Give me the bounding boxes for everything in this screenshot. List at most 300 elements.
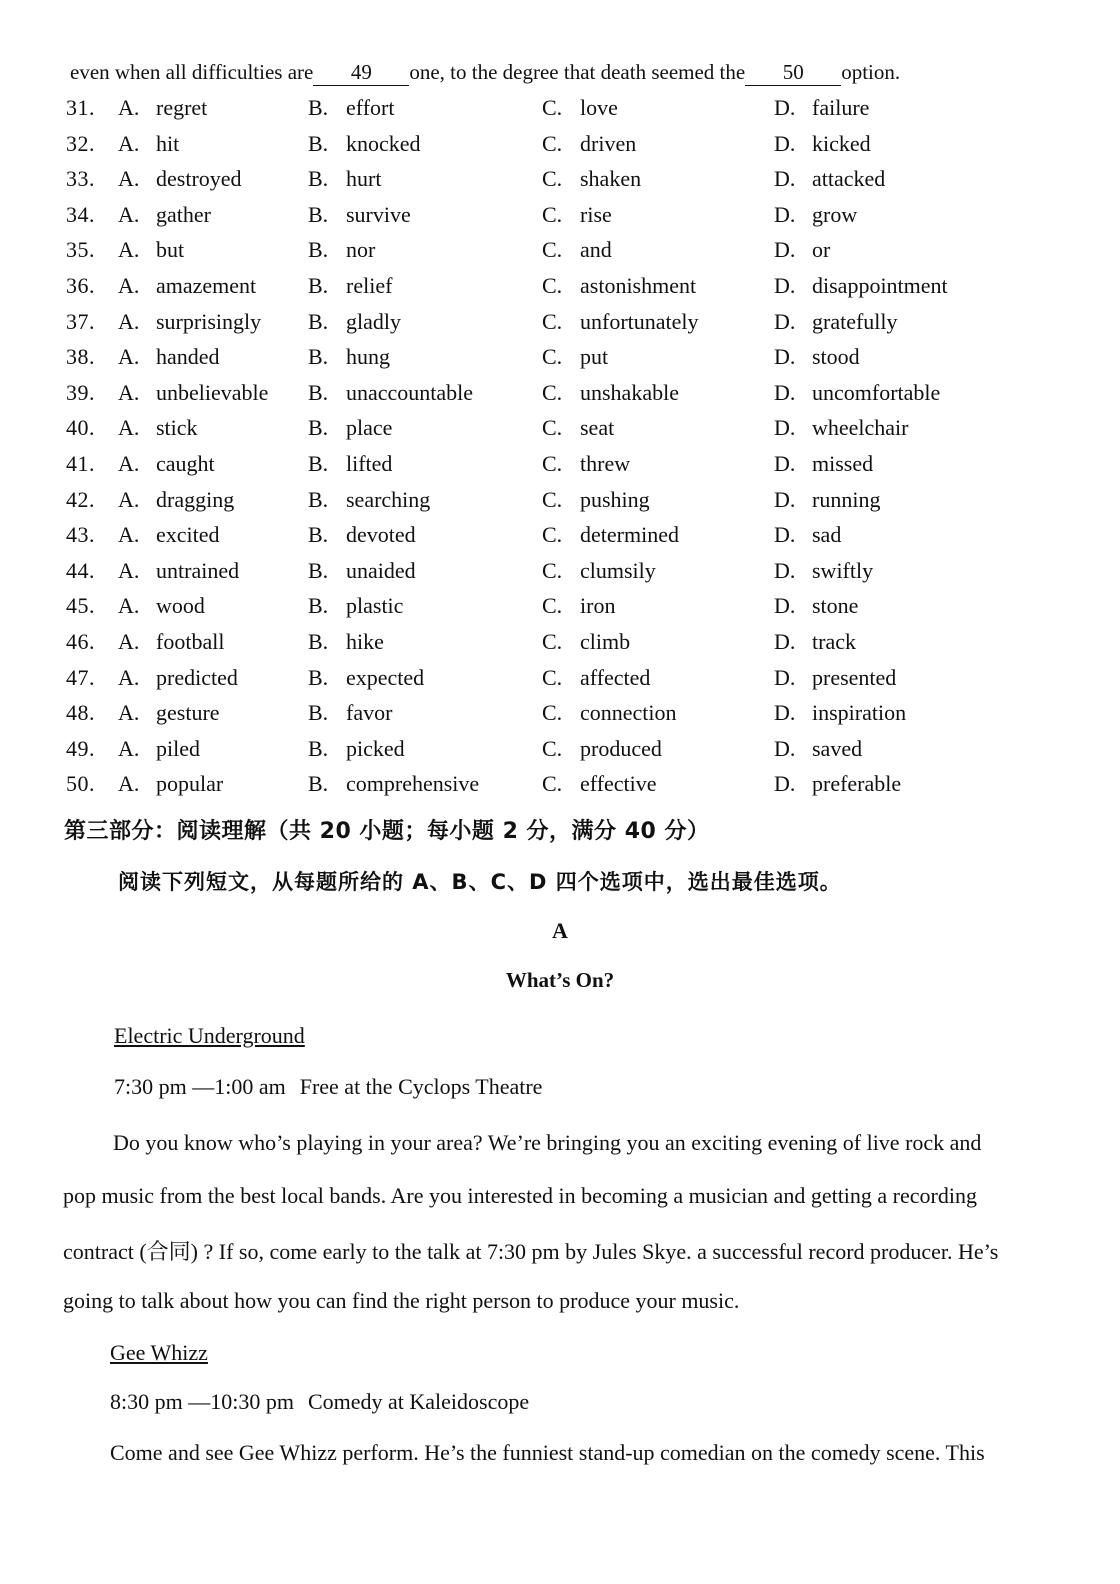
option-text: effort [346,95,395,120]
option-text: surprisingly [156,308,262,334]
option-text: iron [580,593,616,619]
question-row [66,733,1066,769]
option-d [774,306,898,338]
blank-49: 49 [313,60,409,86]
option-letter: D. [774,201,796,227]
question-number: 39. [66,379,95,405]
blank-50: 50 [745,60,841,86]
option-text: plastic [346,593,404,619]
option-text: excited [156,522,220,548]
option-text: attacked [812,166,886,192]
event-venue: Comedy at Kaleidoscope [307,1389,530,1414]
option-letter: D. [774,557,796,583]
event-time-value: 8:30 pm —10:30 pm [110,1389,294,1414]
option-c [542,662,650,694]
paragraph-line: going to talk about how you can find the right person to produce your music. [63,1288,740,1313]
option-b [308,306,401,338]
option-text: rise [580,201,612,227]
question-number: 40. [66,415,95,441]
option-b [308,341,390,373]
option-text: nor [346,237,376,263]
option-text: affected [580,664,651,690]
option-c [542,448,630,480]
option-letter: A. [118,628,140,654]
option-a [118,163,242,195]
option-text: kicked [812,130,871,156]
option-text: seat [580,415,615,441]
option-a [118,448,215,480]
option-text: grow [812,201,858,227]
option-letter: D. [774,308,796,334]
option-letter: B. [308,272,329,298]
option-text: gather [156,201,211,227]
option-text: love [580,95,618,120]
option-text: devoted [346,522,416,548]
option-letter: D. [774,771,796,797]
question-row [66,234,1066,270]
option-d [774,733,862,765]
option-a [118,412,198,444]
option-d [774,519,841,551]
option-b [308,626,384,658]
option-b [308,377,473,409]
option-text: and [580,237,612,263]
option-letter: B. [308,557,329,583]
option-b [308,270,392,302]
option-letter: C. [542,700,563,726]
option-c [542,697,677,729]
option-a [118,306,261,338]
option-b [308,484,430,516]
question-row [66,199,1066,235]
option-letter: B. [308,308,329,334]
option-c [542,306,699,338]
option-text: track [812,628,856,654]
option-letter: A. [118,415,140,441]
question-row [66,519,1066,555]
option-d [774,626,856,658]
option-letter: C. [542,95,563,120]
option-text: uncomfortable [812,379,941,405]
option-letter: D. [774,237,796,263]
option-text: predicted [156,664,238,690]
option-c [542,626,630,658]
question-number: 36. [66,272,95,298]
option-a [118,733,200,765]
option-text: place [346,415,393,441]
question-number: 32. [66,130,95,156]
question-number: 45. [66,593,95,619]
option-d [774,590,858,622]
option-letter: D. [774,735,796,761]
option-letter: C. [542,415,563,441]
option-text: unaccountable [346,379,474,405]
option-letter: A. [118,344,140,370]
option-d [774,234,830,266]
option-letter: D. [774,415,796,441]
option-letter: A. [118,130,140,156]
option-text: destroyed [156,166,242,192]
option-letter: D. [774,486,796,512]
question-row [66,270,1066,306]
question-number: 35. [66,237,95,263]
option-text: lifted [346,450,393,476]
option-letter: B. [308,166,329,192]
option-a [118,697,220,729]
option-d [774,92,869,124]
option-text: searching [346,486,431,512]
option-letter: B. [308,735,329,761]
question-row [66,662,1066,698]
question-row [66,555,1066,591]
question-number: 41. [66,450,95,476]
option-d [774,270,948,302]
question-number: 37. [66,308,95,334]
option-a [118,199,211,231]
option-text: failure [812,95,870,120]
option-a [118,270,256,302]
option-d [774,484,880,516]
option-text: determined [580,522,679,548]
cloze-options-list [66,92,1066,804]
option-letter: B. [308,344,329,370]
option-text: unshakable [580,379,679,405]
option-c [542,92,618,124]
question-number: 42. [66,486,95,512]
option-c [542,733,662,765]
event-name-gee-whizz: Gee Whizz [110,1340,208,1365]
option-letter: C. [542,522,563,548]
option-b [308,448,392,480]
option-letter: A. [118,95,140,120]
option-text: driven [580,130,637,156]
question-row [66,448,1066,484]
question-row [66,484,1066,520]
option-text: popular [156,771,224,797]
option-c [542,590,615,622]
option-c [542,234,612,266]
option-letter: A. [118,700,140,726]
option-text: swiftly [812,557,874,583]
option-text: sad [812,522,842,548]
event-time-gee-whizz [110,1389,529,1415]
cloze-continuation-line [70,60,900,86]
option-letter: A. [118,557,140,583]
option-text: running [812,486,881,512]
question-row [66,412,1066,448]
option-letter: A. [118,201,140,227]
option-text: pushing [580,486,650,512]
option-text: unfortunately [580,308,699,334]
option-a [118,341,220,373]
question-row [66,590,1066,626]
option-c [542,341,608,373]
option-letter: C. [542,450,563,476]
continuation-text-1: even when all difficulties are [70,60,314,84]
option-a [118,484,234,516]
paragraph-line: Do you know who’s playing in your area? We’re bringing you an exciting evening of live rock and [113,1130,982,1155]
question-number: 50. [66,771,95,797]
option-letter: A. [118,379,140,405]
option-letter: D. [774,628,796,654]
option-b [308,92,394,124]
continuation-text-2: one, to the degree that death seemed the [409,60,746,84]
option-letter: A. [118,486,140,512]
paragraph-line: Come and see Gee Whizz perform. He’s the funniest stand-up comedian on the comedy scene. This [110,1440,985,1465]
option-text: survive [346,201,411,227]
option-d [774,448,873,480]
option-text: connection [580,700,677,726]
option-text: knocked [346,130,421,156]
section-instruction: 阅读下列短文，从每题所给的 A、B、C、D 四个选项中，选出最佳选项。 [118,870,842,894]
option-letter: A. [118,166,140,192]
option-d [774,412,909,444]
question-number: 33. [66,166,95,192]
option-letter: B. [308,664,329,690]
option-a [118,377,268,409]
option-text: effective [580,771,657,797]
option-text: shaken [580,166,642,192]
question-row [66,92,1066,128]
option-letter: B. [308,522,329,548]
option-letter: A. [118,771,140,797]
option-letter: B. [308,628,329,654]
question-row [66,128,1066,164]
option-letter: B. [308,771,329,797]
option-c [542,128,636,160]
option-letter: D. [774,700,796,726]
option-b [308,697,392,729]
option-d [774,199,857,231]
option-text: caught [156,450,215,476]
option-a [118,234,184,266]
question-number: 47. [66,664,95,690]
option-c [542,270,696,302]
option-letter: D. [774,344,796,370]
paragraph-line: pop music from the best local bands. Are you interested in becoming a musician and getting a recording [63,1183,977,1208]
event-time-electric-underground [114,1074,542,1100]
option-letter: C. [542,166,563,192]
section-title: 第三部分：阅读理解（共 20 小题；每小题 2 分，满分 40 分） [64,819,710,844]
option-d [774,341,860,373]
option-b [308,519,416,551]
option-letter: B. [308,130,329,156]
question-number: 49. [66,735,95,761]
option-text: gratefully [812,308,898,334]
option-letter: B. [308,95,329,120]
option-text: gesture [156,700,220,726]
paragraph-line: contract (合同) ? If so, come early to the talk at 7:30 pm by Jules Skye. a successful record producer. He’s [63,1239,999,1264]
option-letter: D. [774,130,796,156]
option-text: unaided [346,557,416,583]
option-text: piled [156,735,200,761]
option-a [118,92,207,124]
option-a [118,128,179,160]
option-letter: C. [542,379,563,405]
option-letter: C. [542,664,563,690]
option-letter: B. [308,415,329,441]
option-text: put [580,344,609,370]
question-number: 43. [66,522,95,548]
option-b [308,590,403,622]
option-text: clumsily [580,557,656,583]
option-letter: D. [774,593,796,619]
option-text: hit [156,130,180,156]
option-b [308,163,381,195]
passage-title: What’s On? [505,968,615,992]
option-text: astonishment [580,272,697,298]
option-letter: C. [542,201,563,227]
option-b [308,128,421,160]
option-letter: B. [308,237,329,263]
option-a [118,519,220,551]
question-number: 31. [66,95,95,120]
option-text: picked [346,735,405,761]
option-text: stone [812,593,859,619]
question-row [66,377,1066,413]
option-letter: A. [118,272,140,298]
option-text: inspiration [812,700,907,726]
option-letter: C. [542,771,563,797]
option-letter: D. [774,166,796,192]
option-a [118,555,239,587]
question-number: 38. [66,344,95,370]
option-letter: D. [774,664,796,690]
option-a [118,590,205,622]
option-b [308,662,424,694]
question-row [66,768,1066,804]
option-letter: B. [308,593,329,619]
option-text: gladly [346,308,401,334]
option-c [542,768,657,800]
option-text: unbelievable [156,379,269,405]
option-text: hike [346,628,384,654]
option-d [774,128,871,160]
option-letter: A. [118,522,140,548]
option-letter: C. [542,557,563,583]
option-b [308,234,375,266]
option-c [542,163,641,195]
option-letter: C. [542,735,563,761]
option-a [118,768,223,800]
option-letter: A. [118,450,140,476]
option-a [118,626,224,658]
option-text: hurt [346,166,382,192]
question-row [66,341,1066,377]
question-row [66,163,1066,199]
option-letter: D. [774,450,796,476]
question-row [66,306,1066,342]
continuation-text-3: option. [841,60,901,84]
option-text: football [156,628,225,654]
option-c [542,519,679,551]
event-name-electric-underground: Electric Underground [114,1023,305,1048]
passage-letter: A [552,918,568,943]
option-text: relief [346,272,393,298]
option-b [308,555,416,587]
option-d [774,697,906,729]
option-letter: B. [308,486,329,512]
option-text: saved [812,735,863,761]
option-letter: A. [118,593,140,619]
event-venue: Free at the Cyclops Theatre [299,1074,543,1099]
option-letter: D. [774,95,796,120]
option-text: wood [156,593,205,619]
option-a [118,662,238,694]
option-c [542,377,679,409]
question-number: 48. [66,700,95,726]
option-letter: B. [308,379,329,405]
option-text: disappointment [812,272,948,298]
option-text: produced [580,735,662,761]
option-letter: D. [774,272,796,298]
question-number: 34. [66,201,95,227]
option-letter: D. [774,522,796,548]
option-text: favor [346,700,393,726]
option-c [542,555,656,587]
option-letter: A. [118,308,140,334]
option-text: handed [156,344,220,370]
option-text: preferable [812,771,902,797]
option-letter: A. [118,735,140,761]
option-text: but [156,237,185,263]
option-text: comprehensive [346,771,480,797]
question-row [66,626,1066,662]
option-b [308,768,479,800]
option-d [774,377,940,409]
option-text: stood [812,344,860,370]
option-text: climb [580,628,631,654]
option-letter: C. [542,130,563,156]
option-d [774,662,896,694]
question-number: 44. [66,557,95,583]
option-text: stick [156,415,198,441]
option-c [542,412,614,444]
option-letter: C. [542,308,563,334]
option-text: wheelchair [812,415,909,441]
event-time-value: 7:30 pm —1:00 am [114,1074,286,1099]
option-letter: D. [774,379,796,405]
option-letter: B. [308,201,329,227]
option-letter: C. [542,344,563,370]
option-b [308,199,411,231]
option-letter: B. [308,700,329,726]
option-letter: C. [542,237,563,263]
option-letter: C. [542,272,563,298]
option-text: threw [580,450,631,476]
option-d [774,768,901,800]
option-text: or [812,237,831,263]
option-text: missed [812,450,874,476]
option-text: presented [812,664,897,690]
option-c [542,199,612,231]
option-text: expected [346,664,425,690]
option-c [542,484,650,516]
option-letter: C. [542,486,563,512]
option-b [308,733,405,765]
option-d [774,163,885,195]
option-d [774,555,873,587]
option-letter: C. [542,628,563,654]
option-letter: B. [308,450,329,476]
option-text: untrained [156,557,240,583]
option-text: hung [346,344,390,370]
option-text: dragging [156,486,235,512]
option-text: amazement [156,272,257,298]
question-row [66,697,1066,733]
question-number: 46. [66,628,95,654]
option-letter: C. [542,593,563,619]
